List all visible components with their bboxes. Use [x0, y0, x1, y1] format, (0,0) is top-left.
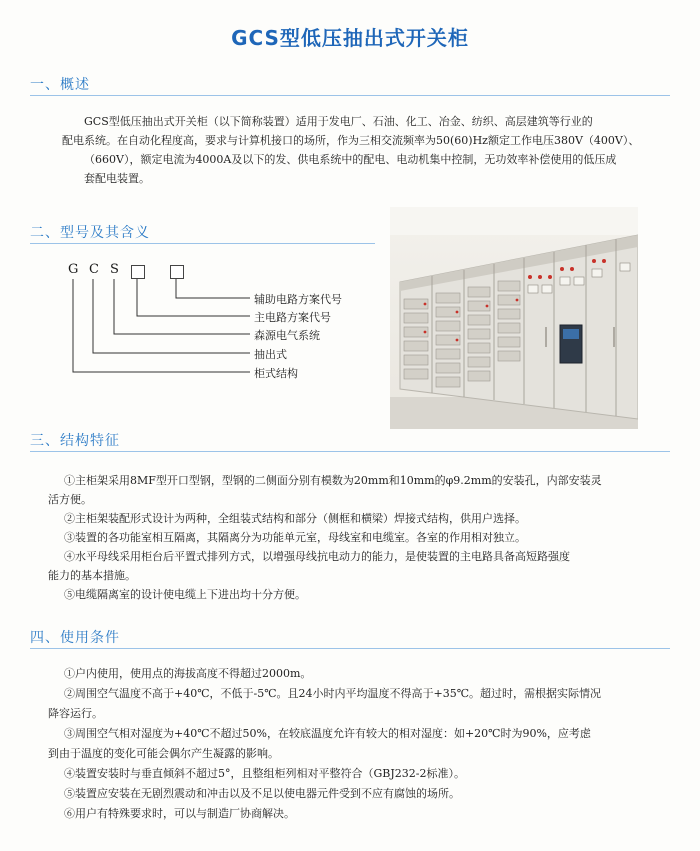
model-letter-c: C [89, 262, 99, 277]
model-letter-g: G [68, 262, 79, 277]
text-line: ①户内使用，使用点的海拔高度不得超过2000m。 [64, 667, 312, 680]
text-line: ④水平母线采用柜台后平置式排列方式，以增强母线抗电动力的能力，是使装置的主电路具备高短路强度 [64, 550, 570, 563]
section-heading-model: 二、型号及其含义 [30, 225, 150, 241]
section-divider [30, 451, 670, 452]
section-heading-conditions: 四、使用条件 [30, 630, 120, 646]
text-line: 到由于温度的变化可能会偶尔产生凝露的影响。 [48, 747, 279, 760]
connector-cabinet [73, 279, 250, 372]
section-divider [30, 648, 670, 649]
conditions-paragraph [48, 664, 658, 824]
label-main-circuit: 主电路方案代号 [254, 311, 331, 324]
model-letter-s: S [110, 262, 119, 277]
text-line: ⑤电缆隔离室的设计使电缆上下进出均十分方便。 [64, 588, 306, 601]
section-heading-overview: 一、概述 [30, 77, 90, 93]
text-line: 配电系统。在自动化程度高，要求与计算机接口的场所，作为三相交流频率为50(60)Hz额定工作电压380V（400V）、 [62, 134, 640, 147]
text-line: ③装置的各功能室相互隔离，其隔离分为功能单元室，母线室和电缆室。各室的作用相对独立。 [64, 531, 526, 544]
text-line: ⑥用户有特殊要求时，可以与制造厂协商解决。 [64, 807, 295, 820]
text-line: ④装置安装时与垂直倾斜不超过5°，且整组柜列相对平整符合（GBJ232-2标准）。 [64, 767, 465, 780]
label-electrical-system: 森源电气系统 [254, 329, 320, 342]
label-aux-circuit: 辅助电路方案代号 [254, 293, 342, 306]
text-line: ①主柜架采用8MF型开口型钢，型钢的二侧面分别有模数为20mm和10mm的φ9.2mm的安装孔，内部安装灵 [64, 474, 602, 487]
text-line: ②周围空气温度不高于+40℃，不低于-5℃。且24小时内平均温度不得高于+35℃。超过时，需根据实际情况 [64, 687, 602, 700]
section-heading-structure: 三、结构特征 [30, 433, 120, 449]
text-line: ③周围空气相对湿度为+40℃不超过50%，在较底温度允许有较大的相对湿度：如+20℃时为90%，应考虑 [64, 727, 591, 740]
page-title: GCS型低压抽出式开关柜 [231, 26, 469, 50]
connector-system [114, 279, 250, 334]
text-line: 降容运行。 [48, 707, 103, 720]
text-line: 能力的基本措施。 [48, 569, 136, 582]
text-line: GCS型低压抽出式开关柜（以下简称装置）适用于发电厂、石油、化工、冶金、纺织、高层建筑等行业的 [84, 115, 593, 128]
label-drawout: 抽出式 [254, 348, 287, 361]
connector-aux [176, 279, 250, 298]
structure-paragraph [48, 471, 658, 604]
text-line: 套配电装置。 [84, 172, 150, 185]
text-line: ②主柜架装配形式设计为两种，全组装式结构和部分（侧框和横梁）焊接式结构，供用户选择。 [64, 512, 526, 525]
switchgear-photo [390, 207, 638, 429]
text-line: ⑤装置应安装在无剧烈震动和冲击以及不足以使电器元件受到不应有腐蚀的场所。 [64, 787, 460, 800]
text-line: 活方便。 [48, 493, 92, 506]
label-cabinet-structure: 柜式结构 [254, 367, 298, 380]
text-line: （660V），额定电流为4000A及以下的发、供电系统中的配电、电动机集中控制，无功效率补偿使用的低压成 [84, 153, 617, 166]
